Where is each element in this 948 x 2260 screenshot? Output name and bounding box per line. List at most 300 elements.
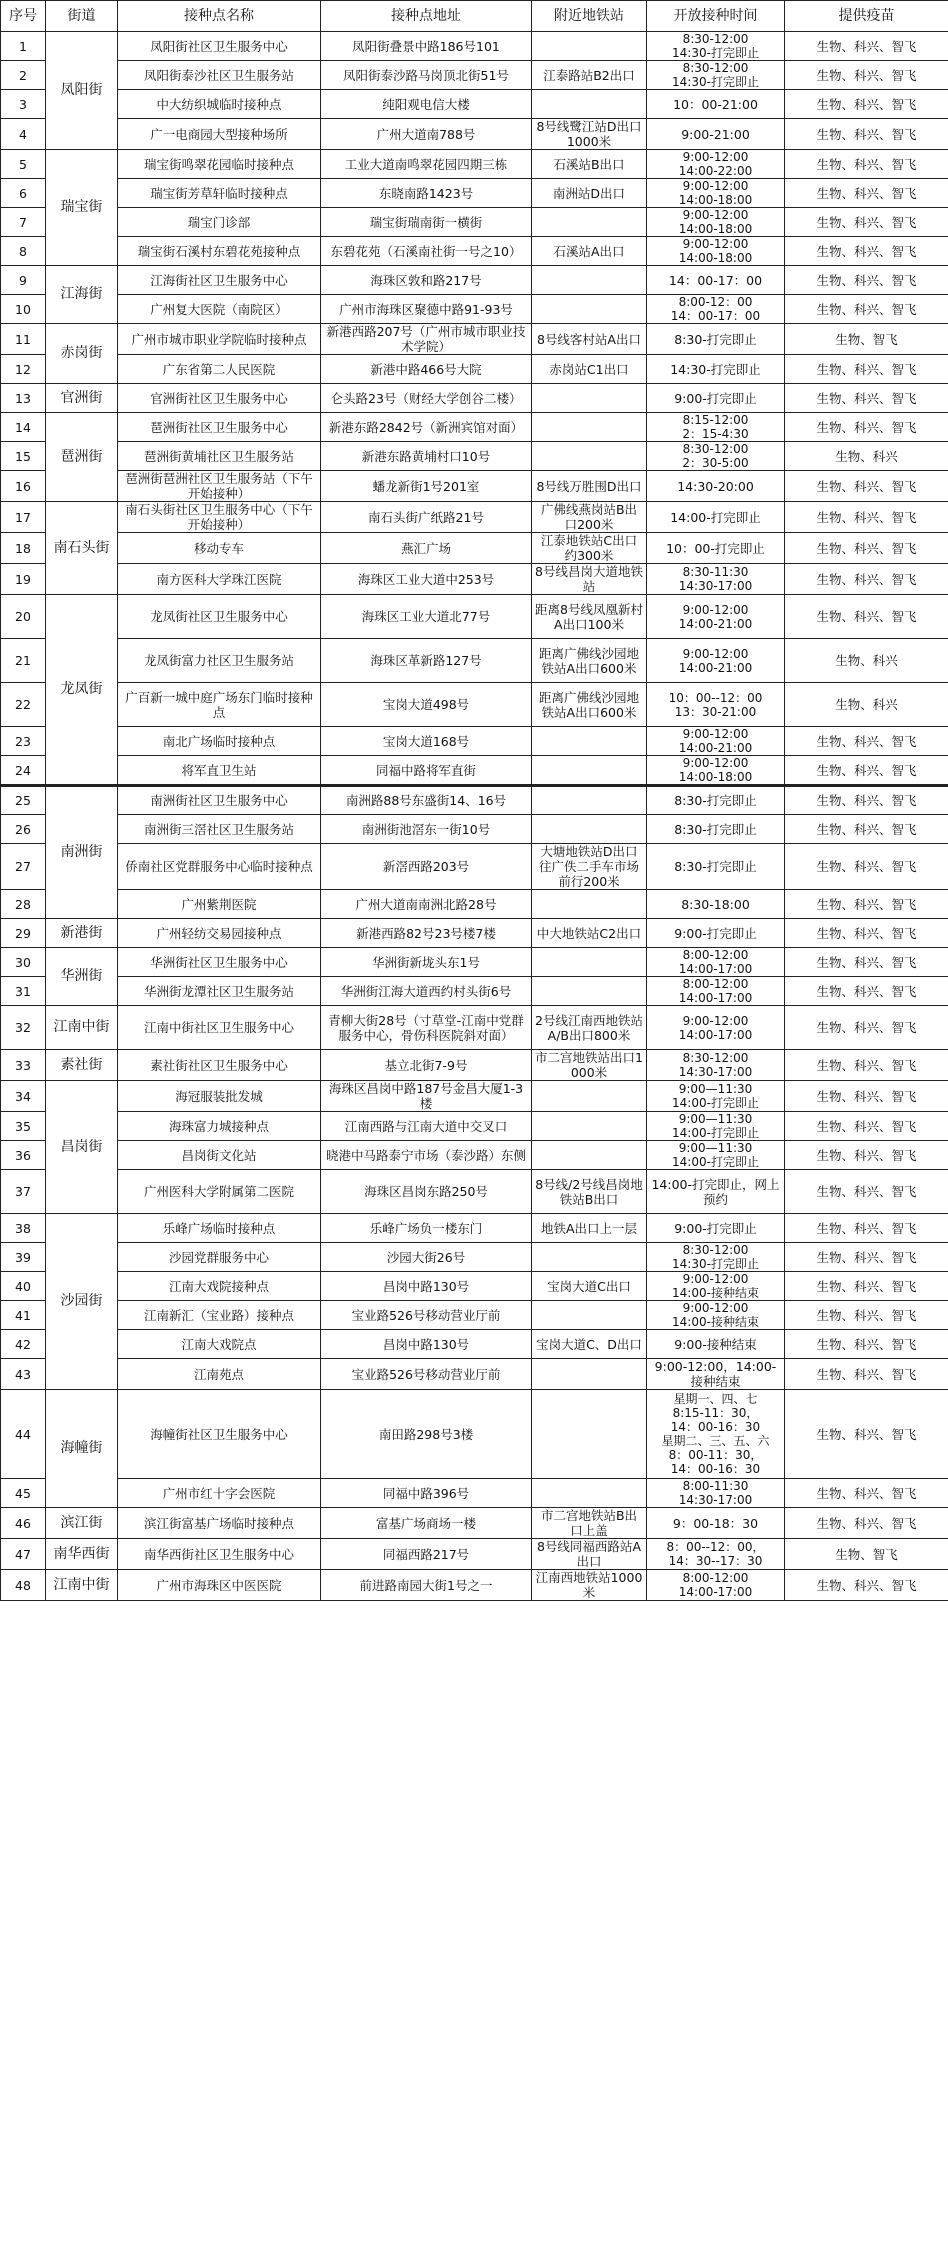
table-row: [1, 1170, 948, 1214]
cell-vaccines: 生物、科兴、智飞: [785, 1141, 948, 1170]
cell-metro: 2号线江南西地铁站A/B出口800米: [532, 1006, 647, 1050]
cell-site-address: 基立北街7-9号: [321, 1050, 532, 1081]
cell-open-time: 14:00-打完即止: [647, 502, 785, 533]
cell-open-time: 8:00-12:00 14:00-17:00: [647, 1570, 785, 1601]
cell-open-time: 9:00-接种结束: [647, 1330, 785, 1359]
header-site-name: 接种点名称: [118, 1, 321, 32]
cell-metro: 江泰路站B2出口: [532, 61, 647, 90]
table-row: [1, 471, 948, 502]
cell-no: 47: [1, 1539, 46, 1570]
cell-vaccines: 生物、科兴、智飞: [785, 355, 948, 384]
cell-open-time: 8:30-打完即止: [647, 815, 785, 844]
table-row: [1, 727, 948, 756]
cell-street: 凤阳街: [46, 32, 118, 150]
cell-vaccines: 生物、智飞: [785, 1539, 948, 1570]
cell-street: 江南中街: [46, 1570, 118, 1601]
cell-no: 41: [1, 1301, 46, 1330]
cell-open-time: 9:00-打完即止: [647, 384, 785, 413]
cell-site-name: 广州市红十字会医院: [118, 1479, 321, 1508]
cell-open-time: 9:00-12:00 14:00-18:00: [647, 179, 785, 208]
cell-site-address: 瑞宝街瑞南街一横街: [321, 208, 532, 237]
cell-no: 22: [1, 683, 46, 727]
cell-no: 15: [1, 442, 46, 471]
table-row: [1, 1214, 948, 1243]
cell-no: 42: [1, 1330, 46, 1359]
cell-no: 14: [1, 413, 46, 442]
table-row: [1, 683, 948, 727]
table-row: [1, 1539, 948, 1570]
table-row: [1, 502, 948, 533]
cell-street: 瑞宝街: [46, 150, 118, 266]
table-row: [1, 977, 948, 1006]
cell-metro: [532, 1301, 647, 1330]
cell-open-time: 9:00—11:30 14:00-打完即止: [647, 1141, 785, 1170]
cell-open-time: 14:00-打完即止，网上预约: [647, 1170, 785, 1214]
cell-vaccines: 生物、科兴、智飞: [785, 32, 948, 61]
table-row: [1, 533, 948, 564]
cell-no: 35: [1, 1112, 46, 1141]
cell-no: 21: [1, 639, 46, 683]
cell-no: 3: [1, 90, 46, 119]
cell-open-time: 星期一、四、七 8:15-11：30， 14：00-16：30 星期二、三、五、六 8：00-11：30， 14：00-16：30: [647, 1390, 785, 1479]
cell-vaccines: 生物、科兴、智飞: [785, 1112, 948, 1141]
cell-site-name: 瑞宝街石溪村东碧花苑接种点: [118, 237, 321, 266]
cell-vaccines: 生物、科兴、智飞: [785, 502, 948, 533]
cell-open-time: 8:15-12:00 2：15-4:30: [647, 413, 785, 442]
cell-no: 33: [1, 1050, 46, 1081]
cell-open-time: 14:30-20:00: [647, 471, 785, 502]
cell-site-address: 新港东路2842号（新洲宾馆对面）: [321, 413, 532, 442]
cell-no: 26: [1, 815, 46, 844]
cell-site-name: 官洲街社区卫生服务中心: [118, 384, 321, 413]
cell-vaccines: 生物、科兴、智飞: [785, 471, 948, 502]
cell-metro: 8号线昌岗大道地铁站: [532, 564, 647, 595]
cell-vaccines: 生物、科兴、智飞: [785, 1359, 948, 1390]
cell-street: 赤岗街: [46, 324, 118, 384]
cell-site-address: 南田路298号3楼: [321, 1390, 532, 1479]
cell-vaccines: 生物、科兴: [785, 683, 948, 727]
cell-vaccines: 生物、科兴、智飞: [785, 1214, 948, 1243]
cell-site-address: 华洲街新垅头东1号: [321, 948, 532, 977]
cell-site-address: 工业大道南鸣翠花园四期三栋: [321, 150, 532, 179]
table-row: [1, 355, 948, 384]
table-row: [1, 237, 948, 266]
cell-site-name: 昌岗街文化站: [118, 1141, 321, 1170]
cell-metro: [532, 1112, 647, 1141]
cell-metro: [532, 90, 647, 119]
cell-vaccines: 生物、科兴、智飞: [785, 61, 948, 90]
cell-site-name: 海珠富力城接种点: [118, 1112, 321, 1141]
cell-metro: [532, 1479, 647, 1508]
cell-open-time: 8:30-打完即止: [647, 786, 785, 815]
cell-vaccines: 生物、科兴、智飞: [785, 179, 948, 208]
cell-site-name: 滨江街富基广场临时接种点: [118, 1508, 321, 1539]
table-row: [1, 1359, 948, 1390]
cell-site-address: 新港西路82号23号楼7楼: [321, 919, 532, 948]
cell-metro: 宝岗大道C出口: [532, 1272, 647, 1301]
cell-site-address: 燕汇广场: [321, 533, 532, 564]
cell-site-name: 广州轻纺交易园接种点: [118, 919, 321, 948]
cell-site-address: 昌岗中路130号: [321, 1272, 532, 1301]
cell-no: 4: [1, 119, 46, 150]
cell-metro: 宝岗大道C、D出口: [532, 1330, 647, 1359]
table-row: [1, 119, 948, 150]
cell-open-time: 14：00-17：00: [647, 266, 785, 295]
table-row: [1, 815, 948, 844]
cell-metro: [532, 756, 647, 786]
header-street: 街道: [46, 1, 118, 32]
cell-site-address: 江南西路与江南大道中交叉口: [321, 1112, 532, 1141]
cell-street: 沙园街: [46, 1214, 118, 1390]
cell-open-time: 9:00-12:00 14:00-18:00: [647, 208, 785, 237]
cell-open-time: 9:00-12:00 14:00-21:00: [647, 639, 785, 683]
cell-no: 19: [1, 564, 46, 595]
cell-site-address: 乐峰广场负一楼东门: [321, 1214, 532, 1243]
cell-vaccines: 生物、科兴: [785, 639, 948, 683]
cell-vaccines: 生物、科兴、智飞: [785, 295, 948, 324]
cell-metro: 江泰地铁站C出口约300米: [532, 533, 647, 564]
cell-open-time: 9:00-12:00 14:00-21:00: [647, 727, 785, 756]
cell-site-address: 海珠区工业大道中253号: [321, 564, 532, 595]
cell-open-time: 10：00--12：00 13：30-21:00: [647, 683, 785, 727]
cell-site-name: 江南大戏院点: [118, 1330, 321, 1359]
table-row: [1, 1330, 948, 1359]
cell-site-address: 宝业路526号移动营业厅前: [321, 1359, 532, 1390]
cell-metro: [532, 208, 647, 237]
table-row: [1, 32, 948, 61]
table-row: [1, 179, 948, 208]
cell-vaccines: 生物、科兴、智飞: [785, 413, 948, 442]
cell-site-name: 凤阳街社区卫生服务中心: [118, 32, 321, 61]
cell-vaccines: 生物、科兴、智飞: [785, 1243, 948, 1272]
cell-vaccines: 生物、科兴、智飞: [785, 266, 948, 295]
table-row: [1, 890, 948, 919]
cell-site-address: 东碧花苑（石溪南社街一号之10）: [321, 237, 532, 266]
cell-no: 12: [1, 355, 46, 384]
cell-site-address: 蟠龙新街1号201室: [321, 471, 532, 502]
cell-site-address: 新港中路466号大院: [321, 355, 532, 384]
cell-site-name: 广州市城市职业学院临时接种点: [118, 324, 321, 355]
cell-vaccines: 生物、科兴、智飞: [785, 237, 948, 266]
cell-open-time: 8:30-18:00: [647, 890, 785, 919]
cell-no: 44: [1, 1390, 46, 1479]
cell-no: 16: [1, 471, 46, 502]
cell-site-name: 龙凤街社区卫生服务中心: [118, 595, 321, 639]
table-row: [1, 324, 948, 355]
cell-site-address: 青柳大街28号（寸草堂-江南中党群服务中心，骨伤科医院斜对面）: [321, 1006, 532, 1050]
cell-vaccines: 生物、科兴、智飞: [785, 533, 948, 564]
cell-open-time: 14:30-打完即止: [647, 355, 785, 384]
cell-site-address: 同福西路217号: [321, 1539, 532, 1570]
cell-vaccines: 生物、科兴、智飞: [785, 919, 948, 948]
cell-metro: 中大地铁站C2出口: [532, 919, 647, 948]
cell-site-name: 瑞宝门诊部: [118, 208, 321, 237]
header-metro: 附近地铁站: [532, 1, 647, 32]
table-row: [1, 442, 948, 471]
cell-no: 1: [1, 32, 46, 61]
cell-metro: [532, 442, 647, 471]
cell-site-name: 将军直卫生站: [118, 756, 321, 786]
cell-no: 11: [1, 324, 46, 355]
cell-site-address: 华洲街江海大道西约村头街6号: [321, 977, 532, 1006]
cell-vaccines: 生物、科兴、智飞: [785, 1390, 948, 1479]
table-row: [1, 413, 948, 442]
cell-open-time: 9:00-12:00，14:00-接种结束: [647, 1359, 785, 1390]
cell-no: 40: [1, 1272, 46, 1301]
cell-street: 南洲街: [46, 786, 118, 919]
cell-open-time: 8:30-12:00 2：30-5:00: [647, 442, 785, 471]
table-row: [1, 948, 948, 977]
cell-street: 南石头街: [46, 502, 118, 595]
cell-no: 17: [1, 502, 46, 533]
cell-site-address: 晓港中马路泰宁市场（泰沙路）东侧: [321, 1141, 532, 1170]
cell-metro: [532, 32, 647, 61]
cell-metro: [532, 890, 647, 919]
cell-site-name: 沙园党群服务中心: [118, 1243, 321, 1272]
cell-vaccines: 生物、科兴、智飞: [785, 786, 948, 815]
cell-site-address: 海珠区敦和路217号: [321, 266, 532, 295]
cell-vaccines: 生物、科兴、智飞: [785, 564, 948, 595]
cell-open-time: 9:00-12:00 14:00-接种结束: [647, 1301, 785, 1330]
cell-no: 48: [1, 1570, 46, 1601]
cell-site-address: 前进路南园大街1号之一: [321, 1570, 532, 1601]
cell-metro: [532, 727, 647, 756]
cell-no: 39: [1, 1243, 46, 1272]
cell-no: 20: [1, 595, 46, 639]
cell-vaccines: 生物、科兴、智飞: [785, 1050, 948, 1081]
table-row: [1, 1570, 948, 1601]
cell-metro: 赤岗站C1出口: [532, 355, 647, 384]
cell-metro: 8号线鹭江站D出口1000米: [532, 119, 647, 150]
cell-open-time: 9:00-12:00 14:00-接种结束: [647, 1272, 785, 1301]
cell-site-address: 南洲路88号东盛街14、16号: [321, 786, 532, 815]
cell-open-time: 9:00-打完即止: [647, 1214, 785, 1243]
cell-vaccines: 生物、科兴、智飞: [785, 1081, 948, 1112]
cell-site-address: 凤阳街泰沙路马岗顶北街51号: [321, 61, 532, 90]
cell-metro: 8号线/2号线昌岗地铁站B出口: [532, 1170, 647, 1214]
table-row: [1, 1006, 948, 1050]
cell-site-name: 南石头街社区卫生服务中心（下午开始接种）: [118, 502, 321, 533]
cell-site-address: 广州市海珠区聚德中路91-93号: [321, 295, 532, 324]
cell-site-name: 海冠服装批发城: [118, 1081, 321, 1112]
cell-metro: [532, 1359, 647, 1390]
table-row: [1, 1479, 948, 1508]
cell-vaccines: 生物、科兴、智飞: [785, 1006, 948, 1050]
cell-vaccines: 生物、科兴、智飞: [785, 1479, 948, 1508]
cell-metro: [532, 948, 647, 977]
cell-no: 9: [1, 266, 46, 295]
cell-vaccines: 生物、科兴: [785, 442, 948, 471]
cell-open-time: 9:00-打完即止: [647, 919, 785, 948]
cell-vaccines: 生物、科兴、智飞: [785, 1508, 948, 1539]
cell-open-time: 10：00-打完即止: [647, 533, 785, 564]
cell-site-name: 江南苑点: [118, 1359, 321, 1390]
cell-metro: [532, 815, 647, 844]
table-row: [1, 844, 948, 890]
table-row: [1, 1050, 948, 1081]
cell-site-name: 华洲街龙潭社区卫生服务站: [118, 977, 321, 1006]
cell-site-name: 素社街社区卫生服务中心: [118, 1050, 321, 1081]
cell-vaccines: 生物、科兴、智飞: [785, 384, 948, 413]
table-row: [1, 90, 948, 119]
cell-metro: [532, 384, 647, 413]
cell-site-address: 纯阳观电信大楼: [321, 90, 532, 119]
cell-vaccines: 生物、科兴、智飞: [785, 815, 948, 844]
cell-site-name: 琶洲街琶洲社区卫生服务站（下午开始接种）: [118, 471, 321, 502]
cell-site-address: 广州大道南南洲北路28号: [321, 890, 532, 919]
cell-site-address: 海珠区昌岗中路187号金昌大厦1-3楼: [321, 1081, 532, 1112]
cell-site-address: 沙园大街26号: [321, 1243, 532, 1272]
cell-street: 昌岗街: [46, 1081, 118, 1214]
cell-site-address: 海珠区昌岗东路250号: [321, 1170, 532, 1214]
cell-no: 18: [1, 533, 46, 564]
cell-metro: 8号线万胜围D出口: [532, 471, 647, 502]
cell-street: 滨江街: [46, 1508, 118, 1539]
cell-site-name: 广州市海珠区中医医院: [118, 1570, 321, 1601]
cell-metro: 距离广佛线沙园地铁站A出口600米: [532, 683, 647, 727]
cell-vaccines: 生物、科兴、智飞: [785, 119, 948, 150]
cell-site-name: 中大纺织城临时接种点: [118, 90, 321, 119]
cell-no: 30: [1, 948, 46, 977]
cell-open-time: 8:30-12:00 14:30-打完即止: [647, 32, 785, 61]
cell-site-name: 南洲街三滘社区卫生服务站: [118, 815, 321, 844]
cell-no: 45: [1, 1479, 46, 1508]
table-row: [1, 1508, 948, 1539]
header-no: 序号: [1, 1, 46, 32]
cell-open-time: 8:30-12:00 14:30-打完即止: [647, 1243, 785, 1272]
cell-site-address: 宝岗大道498号: [321, 683, 532, 727]
cell-metro: [532, 1141, 647, 1170]
cell-open-time: 9:00-12:00 14:00-17:00: [647, 1006, 785, 1050]
cell-no: 28: [1, 890, 46, 919]
table-row: [1, 295, 948, 324]
cell-site-address: 宝岗大道168号: [321, 727, 532, 756]
cell-vaccines: 生物、科兴、智飞: [785, 1570, 948, 1601]
cell-site-address: 新滘西路203号: [321, 844, 532, 890]
cell-open-time: 9:00-21:00: [647, 119, 785, 150]
cell-site-name: 凤阳街泰沙社区卫生服务站: [118, 61, 321, 90]
cell-no: 46: [1, 1508, 46, 1539]
cell-no: 32: [1, 1006, 46, 1050]
cell-site-name: 龙凤街富力社区卫生服务站: [118, 639, 321, 683]
cell-vaccines: 生物、科兴、智飞: [785, 977, 948, 1006]
cell-no: 10: [1, 295, 46, 324]
cell-vaccines: 生物、科兴、智飞: [785, 890, 948, 919]
table-row: [1, 61, 948, 90]
cell-metro: 距离广佛线沙园地铁站A出口600米: [532, 639, 647, 683]
cell-site-name: 广州紫荆医院: [118, 890, 321, 919]
cell-site-address: 仑头路23号（财经大学创谷二楼）: [321, 384, 532, 413]
cell-metro: [532, 295, 647, 324]
cell-metro: 市二宫地铁站出口1000米: [532, 1050, 647, 1081]
table-row: [1, 150, 948, 179]
cell-open-time: 9:00-12:00 14:00-22:00: [647, 150, 785, 179]
cell-no: 23: [1, 727, 46, 756]
table-row: [1, 1112, 948, 1141]
cell-metro: [532, 1390, 647, 1479]
cell-site-address: 同福中路将军直街: [321, 756, 532, 786]
cell-street: 华洲街: [46, 948, 118, 1006]
cell-vaccines: 生物、科兴、智飞: [785, 1272, 948, 1301]
cell-metro: 石溪站B出口: [532, 150, 647, 179]
cell-site-name: 侨南社区党群服务中心临时接种点: [118, 844, 321, 890]
table-row: [1, 564, 948, 595]
cell-metro: 广佛线燕岗站B出口200米: [532, 502, 647, 533]
cell-site-name: 海幢街社区卫生服务中心: [118, 1390, 321, 1479]
cell-open-time: 8:30-12:00 14:30-打完即止: [647, 61, 785, 90]
cell-site-address: 宝业路526号移动营业厅前: [321, 1301, 532, 1330]
cell-no: 13: [1, 384, 46, 413]
cell-vaccines: 生物、智飞: [785, 324, 948, 355]
cell-site-name: 南北广场临时接种点: [118, 727, 321, 756]
cell-site-name: 瑞宝街鸣翠花园临时接种点: [118, 150, 321, 179]
table-row: [1, 919, 948, 948]
cell-site-name: 广东省第二人民医院: [118, 355, 321, 384]
cell-open-time: 8:00-11:30 14:30-17:00: [647, 1479, 785, 1508]
cell-no: 27: [1, 844, 46, 890]
cell-open-time: 10：00-21:00: [647, 90, 785, 119]
cell-no: 36: [1, 1141, 46, 1170]
cell-open-time: 9:00-12:00 14:00-18:00: [647, 756, 785, 786]
cell-metro: 大塘地铁站D出口往广佚二手车市场前行200米: [532, 844, 647, 890]
cell-site-address: 富基广场商场一楼: [321, 1508, 532, 1539]
table-row: [1, 1243, 948, 1272]
table-row: [1, 1081, 948, 1112]
cell-site-address: 昌岗中路130号: [321, 1330, 532, 1359]
table-row: [1, 595, 948, 639]
cell-site-name: 华洲街社区卫生服务中心: [118, 948, 321, 977]
cell-site-name: 移动专车: [118, 533, 321, 564]
cell-street: 新港街: [46, 919, 118, 948]
cell-site-name: 江海街社区卫生服务中心: [118, 266, 321, 295]
cell-site-name: 琶洲街社区卫生服务中心: [118, 413, 321, 442]
table-row: [1, 208, 948, 237]
cell-metro: [532, 977, 647, 1006]
cell-site-name: 南方医科大学珠江医院: [118, 564, 321, 595]
cell-site-name: 广百新一城中庭广场东门临时接种点: [118, 683, 321, 727]
cell-metro: [532, 1243, 647, 1272]
cell-site-name: 南华西街社区卫生服务中心: [118, 1539, 321, 1570]
table-row: [1, 639, 948, 683]
cell-site-address: 南石头街广纸路21号: [321, 502, 532, 533]
cell-metro: [532, 266, 647, 295]
cell-site-address: 同福中路396号: [321, 1479, 532, 1508]
cell-open-time: 8：00--12：00， 14：30--17：30: [647, 1539, 785, 1570]
cell-street: 江海街: [46, 266, 118, 324]
cell-open-time: 9：00-18：30: [647, 1508, 785, 1539]
cell-street: 海幢街: [46, 1390, 118, 1508]
cell-site-address: 南洲街池滘东一街10号: [321, 815, 532, 844]
cell-open-time: 9:00—11:30 14:00-打完即止: [647, 1081, 785, 1112]
cell-open-time: 8:30-打完即止: [647, 844, 785, 890]
table-row: [1, 1390, 948, 1479]
cell-site-name: 南洲街社区卫生服务中心: [118, 786, 321, 815]
cell-site-address: 新港东路黄埔村口10号: [321, 442, 532, 471]
cell-site-address: 新港西路207号（广州市城市职业技术学院）: [321, 324, 532, 355]
table-row: [1, 1272, 948, 1301]
table-row: [1, 1141, 948, 1170]
cell-no: 5: [1, 150, 46, 179]
cell-site-name: 广州复大医院（南院区）: [118, 295, 321, 324]
cell-site-address: 凤阳街叠景中路186号101: [321, 32, 532, 61]
cell-open-time: 8:30-打完即止: [647, 324, 785, 355]
cell-open-time: 8:00-12:00 14:00-17:00: [647, 977, 785, 1006]
cell-no: 25: [1, 786, 46, 815]
cell-open-time: 8:00-12：00 14：00-17：00: [647, 295, 785, 324]
table-row: [1, 756, 948, 786]
cell-vaccines: 生物、科兴、智飞: [785, 208, 948, 237]
cell-metro: 石溪站A出口: [532, 237, 647, 266]
